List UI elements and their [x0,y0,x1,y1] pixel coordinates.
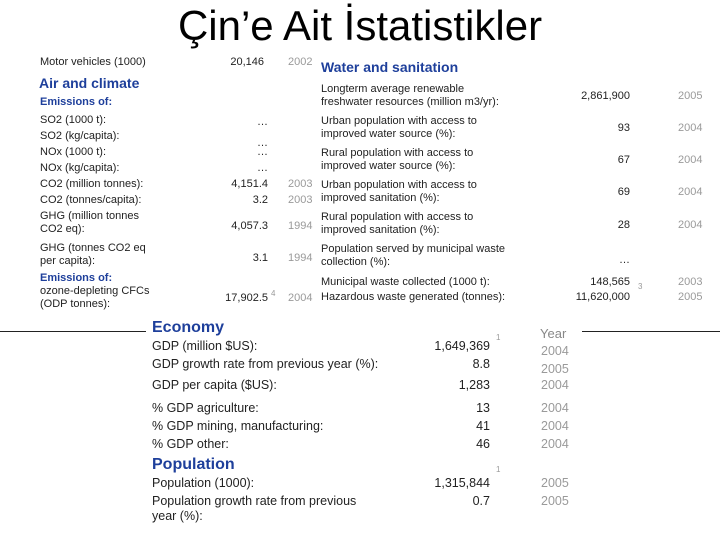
population-row-year: 2005 [541,494,569,508]
row-value: … [619,254,630,266]
row-label: Urban population with access to [321,115,477,127]
motor-year: 2002 [288,56,313,68]
cfc-year: 2004 [288,292,313,304]
economy-row-label: % GDP mining, manufacturing: [152,419,324,433]
row-label: Longterm average renewable [321,83,465,95]
economy-row-year: 2004 [541,378,569,392]
cfc-note: 4 [271,289,276,298]
population-row-note: 1 [496,465,501,474]
row-year: 2005 [678,291,703,303]
economy-row-value: 8.8 [472,357,490,371]
row-label-2: collection (%): [321,256,391,268]
row-value: … [257,146,268,158]
economy-row-year: 2004 [541,419,569,433]
row-year: 2004 [678,122,703,134]
economy-row-year: 2004 [541,344,569,358]
row-label-2: per capita): [40,255,96,267]
row-label: NOx (kg/capita): [40,162,120,174]
economy-row-label: GDP per capita ($US): [152,378,277,392]
row-label-2: improved water source (%): [321,128,456,140]
row-label: GHG (tonnes CO2 eq [40,242,146,254]
cfc-value: 17,902.5 [225,292,268,304]
row-value: 28 [617,219,630,231]
economy-row-label: GDP (million $US): [152,339,258,353]
row-label: Population served by municipal waste [321,243,506,255]
row-label: Rural population with access to [321,147,474,159]
cfc-label: ozone-depleting CFCs [40,285,150,297]
divider-right [582,331,720,332]
economy-row-value: 46 [476,437,490,451]
row-label: SO2 (kg/capita): [40,130,120,142]
row-value: 4,151.4 [231,178,268,190]
row-label-2: CO2 eq): [40,223,85,235]
row-year: 2003 [678,276,703,288]
row-year: 2004 [678,219,703,231]
row-year: 2005 [678,90,703,102]
row-value: 3.1 [252,252,268,264]
row-label: GHG (million tonnes [40,210,140,222]
row-note: 3 [638,282,643,291]
row-value: 67 [617,154,630,166]
row-value: … [257,116,268,128]
economy-row-label: % GDP other: [152,437,229,451]
emissions-subheading: Emissions of: [40,96,113,108]
air-heading: Air and climate [39,75,140,91]
population-row-label-2: year (%): [152,509,203,523]
row-year: 1994 [288,252,313,264]
population-row-label: Population growth rate from previous [152,494,357,508]
row-label: CO2 (tonnes/capita): [40,194,142,206]
economy-row-value: 1,283 [458,378,490,392]
economy-row-note: 1 [496,333,501,342]
row-year: 2003 [288,178,313,190]
page-title: Çin’e Ait İstatistikler [177,2,543,49]
row-label-2: freshwater resources (million m3/yr): [321,96,499,108]
economy-heading: Economy [152,319,225,336]
economy-row-label: GDP growth rate from previous year (%): [152,357,379,371]
economy-row-value: 13 [476,401,490,415]
row-label: Rural population with access to [321,211,474,223]
row-value: … [257,137,268,149]
water-heading: Water and sanitation [321,59,459,75]
row-year: 1994 [288,220,313,232]
row-label-2: improved water source (%): [321,160,456,172]
population-row-year: 2005 [541,476,569,490]
row-label: CO2 (million tonnes): [40,178,144,190]
row-label: Hazardous waste generated (tonnes): [321,291,506,303]
row-value: 3.2 [252,194,268,206]
economy-row-year: 2005 [541,362,569,376]
divider-left [0,331,146,332]
row-value: 69 [617,186,630,198]
row-year: 2004 [678,186,703,198]
row-value: … [257,162,268,174]
economy-row-label: % GDP agriculture: [152,401,259,415]
row-year: 2004 [678,154,703,166]
row-label-2: improved sanitation (%): [321,224,440,236]
row-label: NOx (1000 t): [40,146,107,158]
cfc-label-2: (ODP tonnes): [40,298,111,310]
row-label: Municipal waste collected (1000 t): [321,276,490,288]
population-row-value: 1,315,844 [434,476,490,490]
row-label: Urban population with access to [321,179,477,191]
year-column-header: Year [540,326,567,341]
economy-row-year: 2004 [541,437,569,451]
motor-label: Motor vehicles (1000) [40,56,146,68]
population-row-value: 0.7 [472,494,490,508]
row-year: 2003 [288,194,313,206]
row-value: 4,057.3 [231,220,268,232]
motor-value: 20,146 [230,56,264,68]
row-label-2: improved sanitation (%): [321,192,440,204]
row-value: 2,861,900 [581,90,630,102]
economy-row-value: 41 [476,419,490,433]
row-value: 148,565 [590,276,630,288]
economy-row-value: 1,649,369 [434,339,490,353]
row-value: 11,620,000 [575,291,630,303]
row-label: SO2 (1000 t): [40,114,107,126]
row-value: 93 [617,122,630,134]
economy-row-year: 2004 [541,401,569,415]
emissions-subheading-2: Emissions of: [40,272,113,284]
population-heading: Population [152,456,235,473]
population-row-label: Population (1000): [152,476,255,490]
